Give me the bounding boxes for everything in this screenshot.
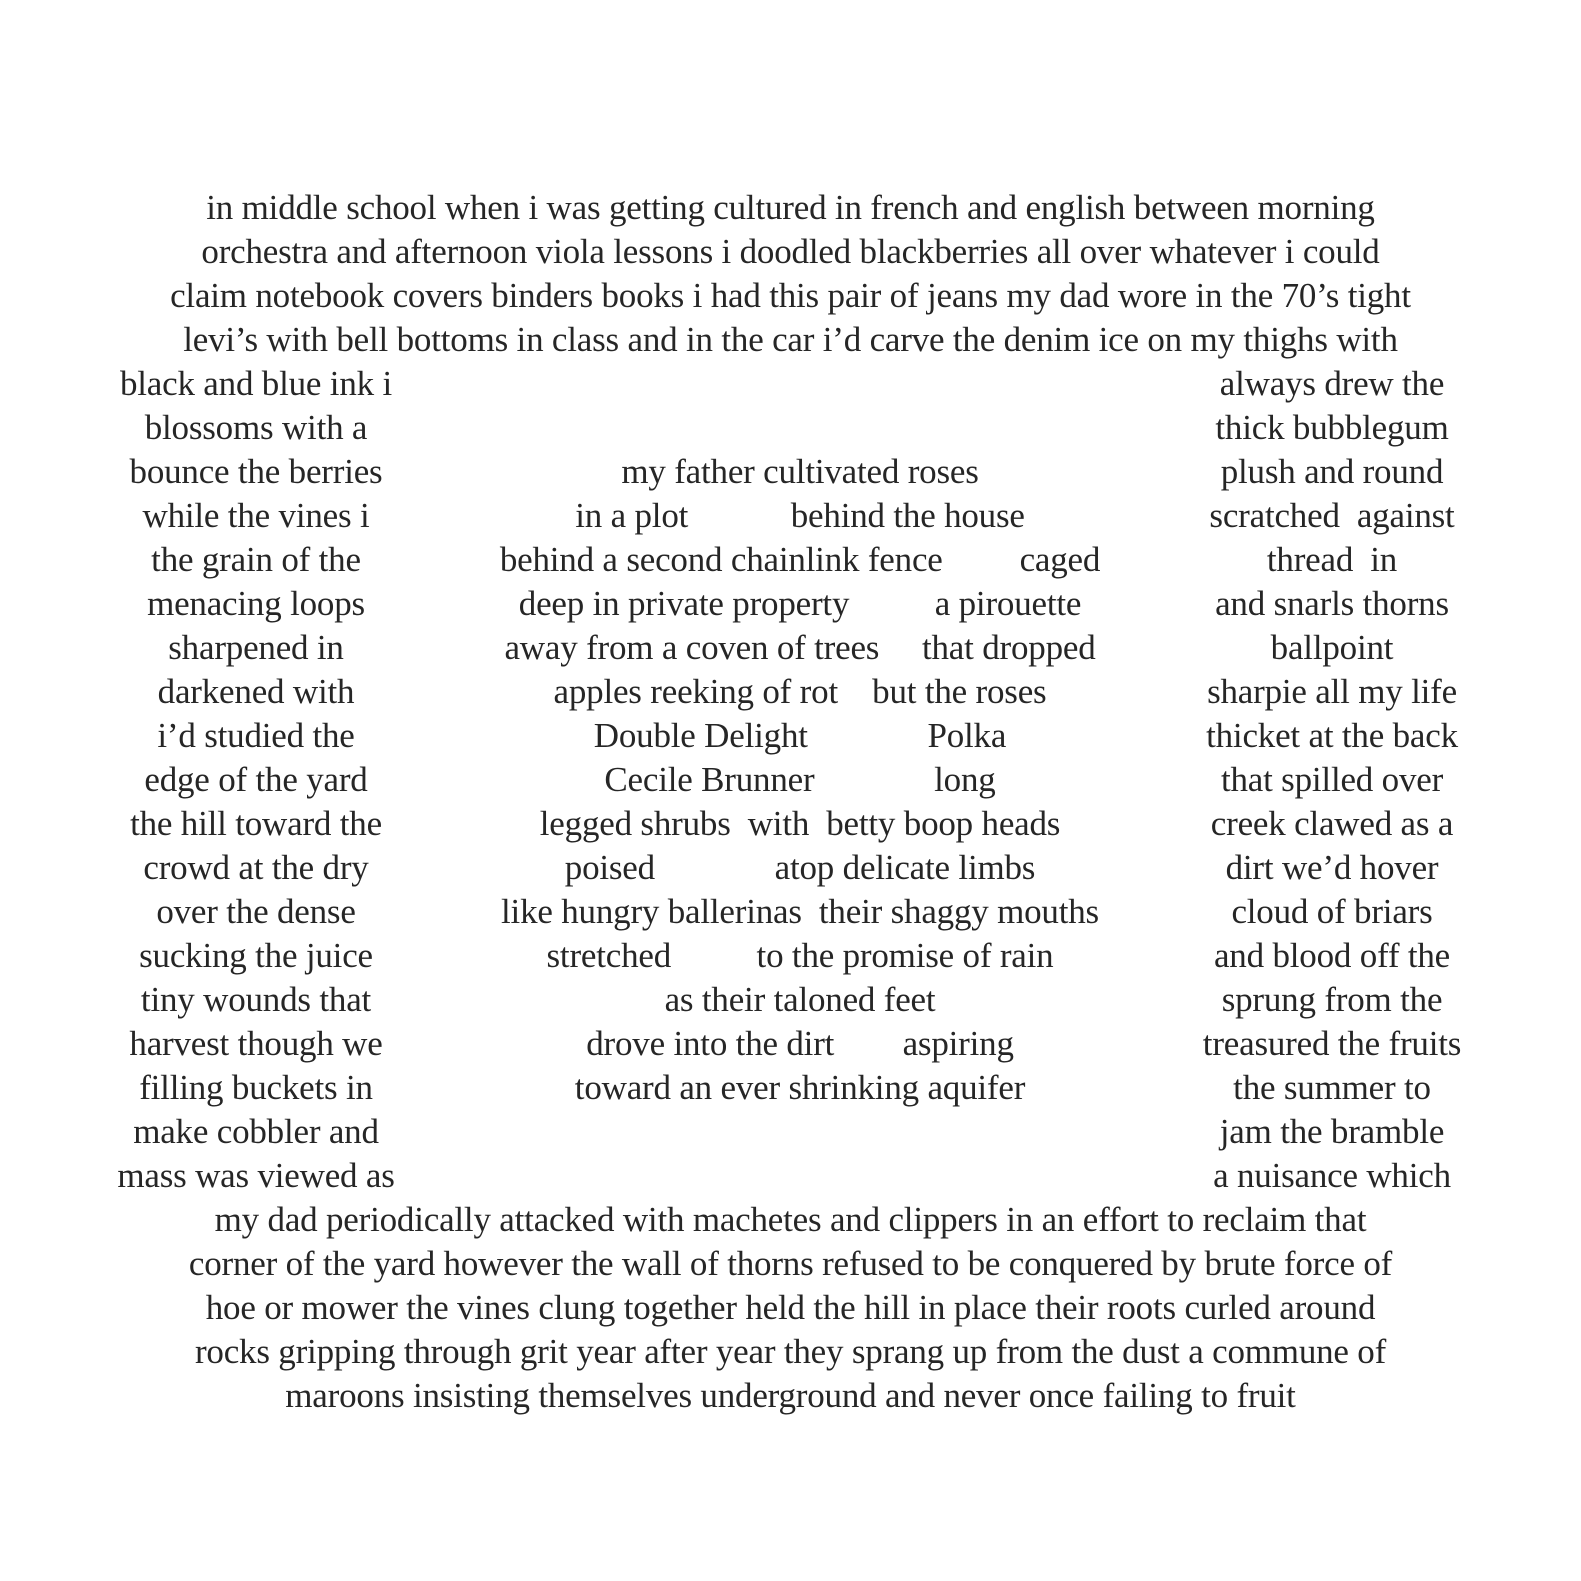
right-column-line: treasured the fruits <box>1202 1024 1462 1063</box>
poem-bottom-line: hoe or mower the vines clung together held the hill in place their roots curled around <box>205 1288 1376 1327</box>
left-column-line: edge of the yard <box>144 760 368 799</box>
left-column-line: menacing loops <box>147 584 365 623</box>
center-column-line: stretched to the promise of rain <box>546 936 1054 975</box>
left-column-line: filling buckets in <box>139 1068 373 1107</box>
right-column-line: plush and round <box>1220 452 1444 491</box>
right-column-line: dirt we’d hover <box>1225 848 1439 887</box>
right-column-line: ballpoint <box>1270 628 1394 667</box>
left-column-line: while the vines i <box>142 496 370 535</box>
center-column-line: toward an ever shrinking aquifer <box>574 1068 1026 1107</box>
poem-top-line: levi’s with bell bottoms in class and in the car i’d carve the denim ice on my thighs with <box>183 320 1398 359</box>
left-column-line: over the dense <box>156 892 356 931</box>
center-column-line: away from a coven of trees that dropped <box>504 628 1096 667</box>
right-column-line: always drew the <box>1219 364 1445 403</box>
left-column-line: blossoms with a <box>144 408 368 447</box>
right-column-line: a nuisance which <box>1213 1156 1451 1195</box>
right-column-line: and blood off the <box>1213 936 1451 975</box>
poem-top-line: in middle school when i was getting cultured in french and english between morning <box>206 188 1375 227</box>
center-column-line: behind a second chainlink fence caged <box>499 540 1101 579</box>
right-column-line: sharpie all my life <box>1207 672 1457 711</box>
left-column-line: harvest though we <box>129 1024 383 1063</box>
right-column-line: and snarls thorns <box>1215 584 1449 623</box>
center-column-line: Double Delight Polka <box>593 716 1007 755</box>
center-column-line: like hungry ballerinas their shaggy mouths <box>501 892 1099 931</box>
right-column-line: thick bubblegum <box>1215 408 1449 447</box>
center-column-line: poised atop delicate limbs <box>564 848 1036 887</box>
left-column-line: the grain of the <box>151 540 361 579</box>
right-column-line: cloud of briars <box>1231 892 1433 931</box>
poem-top-line: claim notebook covers binders books i had this pair of jeans my dad wore in the 70’s tight <box>170 276 1411 315</box>
center-column-line: my father cultivated roses <box>621 452 979 491</box>
left-column-line: i’d studied the <box>157 716 355 755</box>
right-column-line: sprung from the <box>1221 980 1443 1019</box>
left-column-line: darkened with <box>157 672 355 711</box>
poem-bottom-line: my dad periodically attacked with machetes and clippers in an effort to reclaim that <box>214 1200 1367 1239</box>
left-column-line: make cobbler and <box>133 1112 379 1151</box>
poem-top-line: orchestra and afternoon viola lessons i doodled blackberries all over whatever i could <box>201 232 1380 271</box>
left-column-line: mass was viewed as <box>117 1156 395 1195</box>
poem-bottom-line: maroons insisting themselves underground and never once failing to fruit <box>285 1376 1296 1415</box>
poem-bottom-line: corner of the yard however the wall of thorns refused to be conquered by brute force of <box>188 1244 1393 1283</box>
right-column-line: jam the bramble <box>1219 1112 1445 1151</box>
center-column-line: Cecile Brunner long <box>604 760 996 799</box>
center-column-line: apples reeking of rot but the roses <box>553 672 1047 711</box>
right-column-line: scratched against <box>1209 496 1455 535</box>
poem-bottom-line: rocks gripping through grit year after year they sprang up from the dust a commune of <box>194 1332 1387 1371</box>
center-column-line: in a plot behind the house <box>575 496 1025 535</box>
left-column-line: bounce the berries <box>129 452 383 491</box>
left-column-line: sucking the juice <box>139 936 373 975</box>
right-column-line: creek clawed as a <box>1210 804 1454 843</box>
center-column-line: legged shrubs with betty boop heads <box>539 804 1061 843</box>
center-column-line: as their taloned feet <box>664 980 936 1019</box>
center-column-line: drove into the dirt aspiring <box>586 1024 1014 1063</box>
right-column-line: thicket at the back <box>1206 716 1458 755</box>
left-column-line: tiny wounds that <box>140 980 372 1019</box>
left-column-line: crowd at the dry <box>143 848 369 887</box>
right-column-line: thread in <box>1266 540 1398 579</box>
left-column-line: black and blue ink i <box>119 364 393 403</box>
right-column-line: that spilled over <box>1220 760 1444 799</box>
right-column-line: the summer to <box>1233 1068 1431 1107</box>
center-column-line: deep in private property a pirouette <box>518 584 1082 623</box>
left-column-line: the hill toward the <box>130 804 382 843</box>
left-column-line: sharpened in <box>168 628 344 667</box>
